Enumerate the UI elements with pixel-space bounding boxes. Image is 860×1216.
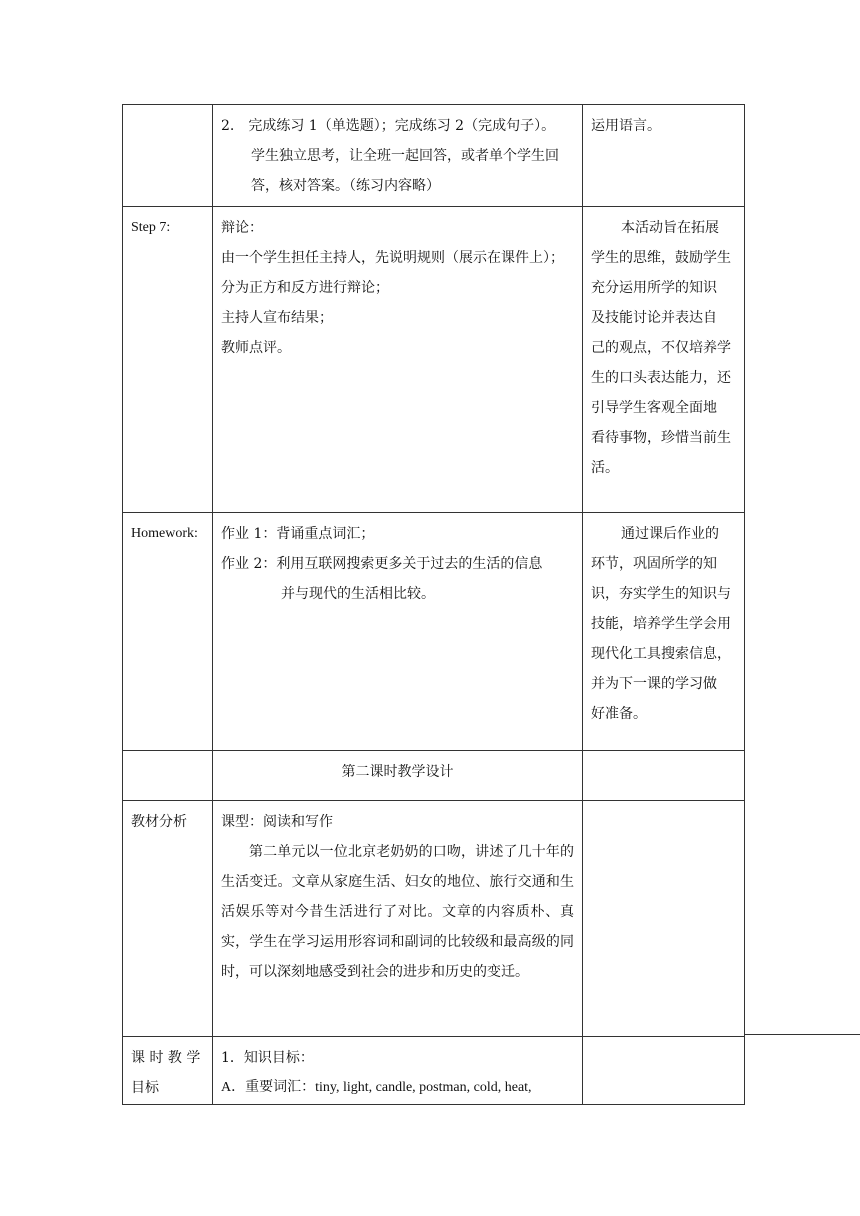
- practice-line-3: 答，核对答案。（练习内容略）: [251, 178, 440, 194]
- step7-purpose-line-1: 本活动旨在拓展: [621, 220, 719, 236]
- step7-activity-cell: [213, 207, 583, 513]
- textbook-row: [123, 801, 745, 1037]
- second-lesson-title: 第二课时教学设计: [341, 764, 454, 780]
- second-lesson-row: [123, 751, 745, 801]
- practice-step-cell: [123, 105, 213, 207]
- step7-purpose-line-9: 活。: [591, 460, 619, 476]
- step7-purpose-line-3: 充分运用所学的知识: [591, 280, 717, 296]
- homework-purpose-line-1: 通过课后作业的: [621, 526, 719, 542]
- practice-activity-cell: [213, 105, 583, 207]
- objectives-empty-right: [583, 1037, 745, 1105]
- step7-line-4: 主持人宣布结果；: [221, 310, 333, 326]
- step7-purpose-cell: [583, 207, 745, 513]
- practice-line-1: 2. 完成练习 1（单选题）；完成练习 2（完成句子）。: [221, 118, 556, 134]
- step7-purpose-line-7: 引导学生客观全面地: [591, 400, 717, 416]
- practice-purpose-cell: [583, 105, 745, 207]
- homework-purpose-line-5: 现代化工具搜索信息，: [591, 646, 731, 662]
- step7-line-5: 教师点评。: [221, 340, 291, 356]
- homework-line-2: 作业 2：利用互联网搜索更多关于过去的生活的信息: [221, 556, 543, 572]
- textbook-empty-right: [583, 801, 745, 1037]
- step7-line-1: 辩论：: [221, 220, 263, 236]
- step7-purpose-line-2: 学生的思维，鼓励学生: [591, 250, 731, 266]
- second-lesson-empty-left: [123, 751, 213, 801]
- extended-row-line: [744, 1034, 860, 1035]
- textbook-type-line: 课型：阅读和写作: [221, 814, 333, 830]
- homework-purpose-line-7: 好准备。: [591, 706, 647, 722]
- homework-purpose-line-6: 并为下一课的学习做: [591, 676, 717, 692]
- textbook-label-cell: 教材分析: [123, 801, 213, 1037]
- step7-line-2: 由一个学生担任主持人，先说明规则（展示在课件上）；: [221, 250, 564, 266]
- homework-activity-cell: [213, 513, 583, 751]
- homework-purpose-cell: [583, 513, 745, 751]
- objectives-label-cell: [123, 1037, 213, 1105]
- homework-purpose-line-3: 识，夯实学生的知识与: [591, 586, 731, 602]
- homework-step-cell: Homework:: [123, 513, 213, 751]
- objectives-content-cell: [213, 1037, 583, 1105]
- objectives-line-2: A．重要词汇：tiny, light, candle, postman, cold, heat,: [221, 1080, 532, 1095]
- objectives-line-1: 1．知识目标：: [221, 1050, 314, 1066]
- homework-line-3: 并与现代的生活相比较。: [281, 586, 435, 602]
- textbook-paragraph: 第二单元以一位北京老奶奶的口吻，讲述了几十年的生活变迁。文章从家庭生活、妇女的地位、旅行交通和生活娱乐等对今昔生活进行了对比。文章的内容质朴、真实，学生在学习运用形容词和副词的比较级和最高级的同时，可以深刻地感受到社会的进步和历史的变迁。: [221, 844, 574, 980]
- practice-line-2: 学生独立思考，让全班一起回答，或者单个学生回: [251, 148, 559, 164]
- step7-purpose-line-4: 及技能讨论并表达自: [591, 310, 717, 326]
- second-lesson-empty-right: [583, 751, 745, 801]
- objectives-label-line-2: 目标: [131, 1080, 159, 1096]
- second-lesson-title-cell: [213, 751, 583, 801]
- practice-purpose-line: 运用语言。: [591, 118, 661, 134]
- textbook-content-cell: [213, 801, 583, 1037]
- lesson-plan-table: [122, 104, 745, 1105]
- step7-purpose-line-8: 看待事物，珍惜当前生: [591, 430, 731, 446]
- step7-purpose-line-6: 生的口头表达能力，还: [591, 370, 731, 386]
- objectives-label-line-1: 课 时 教 学: [131, 1050, 201, 1066]
- step7-line-3: 分为正方和反方进行辩论；: [221, 280, 389, 296]
- practice-row: [123, 105, 745, 207]
- homework-purpose-line-2: 环节，巩固所学的知: [591, 556, 717, 572]
- homework-purpose-line-4: 技能，培养学生学会用: [591, 616, 731, 632]
- objectives-row: [123, 1037, 745, 1105]
- step7-step-cell: Step 7:: [123, 207, 213, 513]
- homework-row: [123, 513, 745, 751]
- homework-line-1: 作业 1：背诵重点词汇；: [221, 526, 375, 542]
- step7-row: [123, 207, 745, 513]
- step7-purpose-line-5: 己的观点，不仅培养学: [591, 340, 731, 356]
